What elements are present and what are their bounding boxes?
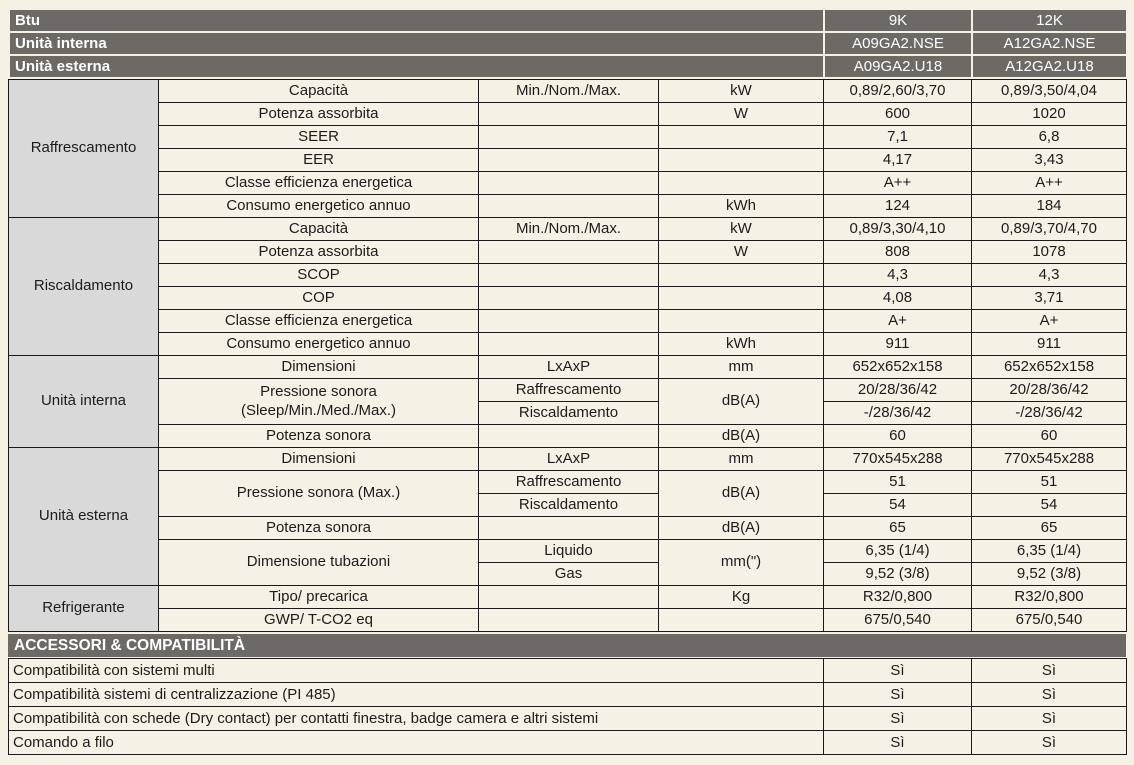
- cell-value-9k: A+: [824, 310, 972, 333]
- cell-value-12k: 54: [972, 494, 1127, 517]
- cell-unit: [659, 126, 824, 149]
- table-row: [9, 195, 1127, 218]
- cell-param: [159, 379, 479, 425]
- section-label-outdoor-unit: Unità esterna: [9, 448, 159, 586]
- table-row: [9, 731, 1127, 755]
- cell-value-9k: 54: [824, 494, 972, 517]
- section-label-refrigerant: Refrigerante: [9, 586, 159, 632]
- cell-value-9k: 4,17: [824, 149, 972, 172]
- cell-value-12k: A+: [972, 310, 1127, 333]
- cell-param: Potenza sonora: [159, 425, 479, 448]
- cell-param: Capacità: [159, 80, 479, 103]
- compat-value-12k: Sì: [972, 731, 1127, 755]
- cell-unit: mm("): [659, 540, 824, 586]
- spec-table: [8, 79, 1127, 632]
- cell-param: GWP/ T-CO2 eq: [159, 609, 479, 632]
- table-row: [9, 586, 1127, 609]
- cell-unit: kW: [659, 80, 824, 103]
- cell-sub: [479, 586, 659, 609]
- indoor-model-9k: A09GA2.NSE: [824, 32, 972, 55]
- cell-sub: [479, 241, 659, 264]
- cell-param: Capacità: [159, 218, 479, 241]
- cell-value-9k: 808: [824, 241, 972, 264]
- cell-value-12k: 675/0,540: [972, 609, 1127, 632]
- cell-value-12k: 3,71: [972, 287, 1127, 310]
- cell-value-9k: 600: [824, 103, 972, 126]
- cell-value-9k: 6,35 (1/4): [824, 540, 972, 563]
- cell-value-9k: 4,08: [824, 287, 972, 310]
- cell-value-12k: 51: [972, 471, 1127, 494]
- cell-sub: Liquido: [479, 540, 659, 563]
- cell-sub: Raffrescamento: [479, 379, 659, 402]
- cell-sub: [479, 609, 659, 632]
- table-row: [9, 425, 1127, 448]
- cell-sub: [479, 287, 659, 310]
- cell-value-9k: 4,3: [824, 264, 972, 287]
- cell-value-12k: 1078: [972, 241, 1127, 264]
- model-header-table: [8, 8, 1128, 79]
- cell-value-12k: 652x652x158: [972, 356, 1127, 379]
- cell-unit: [659, 149, 824, 172]
- cell-value-12k: 6,35 (1/4): [972, 540, 1127, 563]
- cell-sub: Min./Nom./Max.: [479, 218, 659, 241]
- cell-sub: [479, 149, 659, 172]
- cell-value-9k: 0,89/2,60/3,70: [824, 80, 972, 103]
- table-row: [9, 103, 1127, 126]
- cell-unit: dB(A): [659, 379, 824, 425]
- cell-value-12k: R32/0,800: [972, 586, 1127, 609]
- table-row: [9, 707, 1127, 731]
- cell-sub: [479, 103, 659, 126]
- header-row-btu: [9, 9, 1127, 32]
- table-row: [9, 540, 1127, 563]
- cell-value-9k: 60: [824, 425, 972, 448]
- cell-param: Pressione sonora (Max.): [159, 471, 479, 517]
- compat-label: Comando a filo: [9, 731, 824, 755]
- table-row: [9, 659, 1127, 683]
- compat-value-9k: Sì: [824, 683, 972, 707]
- compat-value-12k: Sì: [972, 707, 1127, 731]
- cell-value-12k: 184: [972, 195, 1127, 218]
- cell-value-9k: 770x545x288: [824, 448, 972, 471]
- table-row: [9, 172, 1127, 195]
- cell-value-9k: 65: [824, 517, 972, 540]
- cell-sub: LxAxP: [479, 356, 659, 379]
- cell-unit: kWh: [659, 333, 824, 356]
- cell-unit: kW: [659, 218, 824, 241]
- cell-value-12k: 0,89/3,70/4,70: [972, 218, 1127, 241]
- cell-sub: Raffrescamento: [479, 471, 659, 494]
- header-row-outdoor-unit: [9, 55, 1127, 78]
- section-label-heating: Riscaldamento: [9, 218, 159, 356]
- cell-unit: W: [659, 103, 824, 126]
- cell-sub: Riscaldamento: [479, 494, 659, 517]
- section-label-indoor-unit: Unità interna: [9, 356, 159, 448]
- table-row: [9, 126, 1127, 149]
- cell-param: Potenza assorbita: [159, 241, 479, 264]
- cell-unit: [659, 172, 824, 195]
- table-row: [9, 264, 1127, 287]
- cell-unit: kWh: [659, 195, 824, 218]
- cell-sub: Riscaldamento: [479, 402, 659, 425]
- table-row: [9, 218, 1127, 241]
- cell-value-9k: 124: [824, 195, 972, 218]
- table-row: [9, 448, 1127, 471]
- cell-param: Classe efficienza energetica: [159, 172, 479, 195]
- cell-param-line1: Pressione sonora: [260, 382, 377, 400]
- cell-value-9k: 9,52 (3/8): [824, 563, 972, 586]
- cell-value-9k: 675/0,540: [824, 609, 972, 632]
- compat-label: Compatibilità con schede (Dry contact) per contatti finestra, badge camera e altri sistemi: [9, 707, 824, 731]
- cell-unit: mm: [659, 448, 824, 471]
- cell-sub: [479, 264, 659, 287]
- cell-value-12k: 911: [972, 333, 1127, 356]
- cell-value-12k: A++: [972, 172, 1127, 195]
- cell-sub: [479, 310, 659, 333]
- cell-sub: Gas: [479, 563, 659, 586]
- cell-unit: [659, 609, 824, 632]
- accessories-section-title: ACCESSORI & COMPATIBILITÀ: [8, 634, 1126, 657]
- section-label-cooling: Raffrescamento: [9, 80, 159, 218]
- table-row: [9, 683, 1127, 707]
- table-row: [9, 241, 1127, 264]
- cell-param: Classe efficienza energetica: [159, 310, 479, 333]
- cell-value-9k: A++: [824, 172, 972, 195]
- outdoor-unit-label: Unità esterna: [9, 55, 824, 78]
- cell-unit: Kg: [659, 586, 824, 609]
- table-row: [9, 287, 1127, 310]
- table-row: [9, 517, 1127, 540]
- btu-9k: 9K: [824, 9, 972, 32]
- table-row: [9, 356, 1127, 379]
- cell-value-9k: 911: [824, 333, 972, 356]
- cell-param: SEER: [159, 126, 479, 149]
- cell-unit: dB(A): [659, 425, 824, 448]
- cell-value-12k: 6,8: [972, 126, 1127, 149]
- table-row: [9, 149, 1127, 172]
- cell-param: Dimensione tubazioni: [159, 540, 479, 586]
- btu-12k: 12K: [972, 9, 1127, 32]
- table-row: [9, 609, 1127, 632]
- table-row: [9, 80, 1127, 103]
- table-row: [9, 310, 1127, 333]
- cell-value-12k: 20/28/36/42: [972, 379, 1127, 402]
- cell-value-9k: 652x652x158: [824, 356, 972, 379]
- btu-label: Btu: [9, 9, 824, 32]
- cell-unit: dB(A): [659, 471, 824, 517]
- cell-param: SCOP: [159, 264, 479, 287]
- cell-value-12k: 9,52 (3/8): [972, 563, 1127, 586]
- cell-value-12k: 0,89/3,50/4,04: [972, 80, 1127, 103]
- cell-value-9k: 51: [824, 471, 972, 494]
- cell-value-9k: 7,1: [824, 126, 972, 149]
- indoor-model-12k: A12GA2.NSE: [972, 32, 1127, 55]
- outdoor-model-9k: A09GA2.U18: [824, 55, 972, 78]
- cell-value-9k: 20/28/36/42: [824, 379, 972, 402]
- cell-param-line2: (Sleep/Min./Med./Max.): [240, 401, 397, 419]
- header-row-indoor-unit: [9, 32, 1127, 55]
- compat-value-9k: Sì: [824, 659, 972, 683]
- cell-sub: LxAxP: [479, 448, 659, 471]
- cell-value-12k: 1020: [972, 103, 1127, 126]
- cell-param: Tipo/ precarica: [159, 586, 479, 609]
- compat-value-12k: Sì: [972, 659, 1127, 683]
- compat-value-9k: Sì: [824, 707, 972, 731]
- cell-sub: [479, 172, 659, 195]
- cell-value-9k: -/28/36/42: [824, 402, 972, 425]
- cell-unit: [659, 310, 824, 333]
- cell-param: COP: [159, 287, 479, 310]
- cell-unit: dB(A): [659, 517, 824, 540]
- cell-value-12k: 60: [972, 425, 1127, 448]
- table-row: [9, 471, 1127, 494]
- indoor-unit-label: Unità interna: [9, 32, 824, 55]
- cell-sub: [479, 333, 659, 356]
- cell-value-12k: -/28/36/42: [972, 402, 1127, 425]
- cell-sub: [479, 517, 659, 540]
- cell-unit: W: [659, 241, 824, 264]
- cell-unit: mm: [659, 356, 824, 379]
- cell-param: Potenza sonora: [159, 517, 479, 540]
- cell-param: EER: [159, 149, 479, 172]
- compat-value-12k: Sì: [972, 683, 1127, 707]
- cell-param: Dimensioni: [159, 356, 479, 379]
- compat-value-9k: Sì: [824, 731, 972, 755]
- cell-param: Potenza assorbita: [159, 103, 479, 126]
- cell-value-9k: 0,89/3,30/4,10: [824, 218, 972, 241]
- compatibility-table: [8, 658, 1127, 755]
- cell-sub: [479, 195, 659, 218]
- cell-sub: Min./Nom./Max.: [479, 80, 659, 103]
- cell-param: Dimensioni: [159, 448, 479, 471]
- cell-value-12k: 65: [972, 517, 1127, 540]
- cell-value-9k: R32/0,800: [824, 586, 972, 609]
- table-row: [9, 379, 1127, 402]
- compat-label: Compatibilità con sistemi multi: [9, 659, 824, 683]
- outdoor-model-12k: A12GA2.U18: [972, 55, 1127, 78]
- cell-sub: [479, 126, 659, 149]
- cell-unit: [659, 264, 824, 287]
- cell-unit: [659, 287, 824, 310]
- cell-param: Consumo energetico annuo: [159, 333, 479, 356]
- table-row: [9, 333, 1127, 356]
- cell-param: Consumo energetico annuo: [159, 195, 479, 218]
- compat-label: Compatibilità sistemi di centralizzazione (PI 485): [9, 683, 824, 707]
- cell-sub: [479, 425, 659, 448]
- cell-value-12k: 770x545x288: [972, 448, 1127, 471]
- cell-value-12k: 3,43: [972, 149, 1127, 172]
- cell-value-12k: 4,3: [972, 264, 1127, 287]
